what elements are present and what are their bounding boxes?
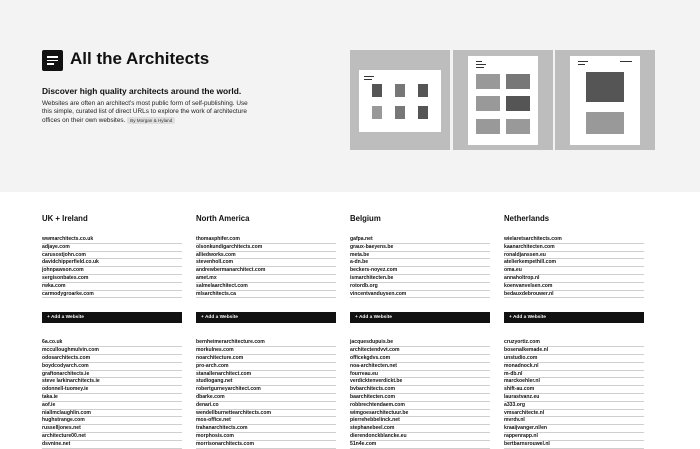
site-link[interactable]: wimgoesarchitectuur.be xyxy=(350,410,490,418)
site-link[interactable]: 51n4e.com xyxy=(350,441,490,449)
site-link[interactable]: officekgdvs.com xyxy=(350,355,490,363)
site-link[interactable]: morrisonarchitects.com xyxy=(196,441,336,449)
site-link[interactable]: monadnock.nl xyxy=(504,363,644,371)
site-link[interactable]: graux-baeyens.be xyxy=(350,244,490,252)
region-column-north-america xyxy=(196,213,336,449)
site-description xyxy=(42,100,257,125)
site-link[interactable]: a333.org xyxy=(504,402,644,410)
site-link[interactable]: robertgurneyarchitect.com xyxy=(196,386,336,394)
region-heading: North America xyxy=(196,214,250,223)
site-link[interactable]: mvrdv.nl xyxy=(504,417,644,425)
region-heading: Netherlands xyxy=(504,214,550,223)
preview-screenshot-1[interactable] xyxy=(350,50,450,150)
site-list xyxy=(42,339,182,448)
site-link[interactable]: morkulnes.com xyxy=(196,347,336,355)
site-link[interactable]: amet.mx xyxy=(196,275,336,283)
add-website-button[interactable]: + Add a Website xyxy=(196,312,336,323)
byline-badge[interactable]: By Morgan & Hyland xyxy=(127,117,175,124)
site-link[interactable]: jacquesdupuis.be xyxy=(350,339,490,347)
site-link[interactable]: denari.co xyxy=(196,402,336,410)
site-title[interactable]: All the Architects xyxy=(70,49,210,68)
site-link[interactable]: pierrehebbelinck.net xyxy=(350,417,490,425)
site-link[interactable]: vincentvanduysen.com xyxy=(350,291,490,299)
site-link[interactable]: ismarchitecten.be xyxy=(350,275,490,283)
site-link[interactable]: carmodygroarke.com xyxy=(42,291,182,299)
site-link[interactable]: studiogang.net xyxy=(196,378,336,386)
site-link[interactable]: pro-arch.com xyxy=(196,363,336,371)
site-link[interactable]: dbarke.com xyxy=(196,394,336,402)
preview-screenshot-2[interactable] xyxy=(453,50,553,150)
site-link[interactable]: thomasphifer.com xyxy=(196,236,336,244)
site-link[interactable]: gafpa.net xyxy=(350,236,490,244)
site-link[interactable]: vmsarchitecte.nl xyxy=(504,410,644,418)
site-link[interactable]: bedauxdebrouwer.nl xyxy=(504,291,644,299)
site-link[interactable]: hughstrange.com xyxy=(42,417,182,425)
site-link[interactable]: architectendvvt.com xyxy=(350,347,490,355)
site-link[interactable]: steve larkinarchitects.ie xyxy=(42,378,182,386)
site-link[interactable]: bertbarnsrouwel.nl xyxy=(504,441,644,449)
site-link[interactable]: verdicktenverdickt.be xyxy=(350,378,490,386)
description-text: Websites are often an architect's most public form of self-publishing. Use this simple, curated list of direct URLs to explore the work of architecture offices on their own websites. xyxy=(42,100,248,124)
featured-list xyxy=(42,236,182,298)
add-website-button[interactable]: + Add a Website xyxy=(504,312,644,323)
site-link[interactable]: bvbarchitects.com xyxy=(350,386,490,394)
site-link[interactable]: mos-office.net xyxy=(196,417,336,425)
site-link[interactable]: niallmclaughlin.com xyxy=(42,410,182,418)
site-link[interactable]: noarchitecture.com xyxy=(196,355,336,363)
site-link[interactable]: rappenrapp.nl xyxy=(504,433,644,441)
site-link[interactable]: olsonkundigarchitects.com xyxy=(196,244,336,252)
tagline: Discover high quality architects around the world. xyxy=(42,86,242,96)
site-link[interactable]: bosenalkemade.nl xyxy=(504,347,644,355)
site-link[interactable]: kraaijvanger.nl/en xyxy=(504,425,644,433)
site-link[interactable]: ronaldjanssen.eu xyxy=(504,252,644,260)
site-link[interactable]: koenvanvelsen.com xyxy=(504,283,644,291)
region-column-netherlands xyxy=(504,213,644,449)
site-link[interactable]: kaanarchitecten.com xyxy=(504,244,644,252)
site-list xyxy=(350,339,490,448)
site-link[interactable]: wendellburnettearchitects.com xyxy=(196,410,336,418)
site-link[interactable]: stevenholl.com xyxy=(196,259,336,267)
site-link[interactable]: odonnell-tuomey.ie xyxy=(42,386,182,394)
site-link[interactable]: 6a.co.uk xyxy=(42,339,182,347)
site-link[interactable]: rotordb.org xyxy=(350,283,490,291)
region-column-belgium xyxy=(350,213,490,449)
site-link[interactable]: andrewbermanarchitect.com xyxy=(196,267,336,275)
site-link[interactable]: shift-au.com xyxy=(504,386,644,394)
add-website-button[interactable]: + Add a Website xyxy=(42,312,182,323)
site-link[interactable]: annaholtrop.nl xyxy=(504,275,644,283)
site-list xyxy=(196,339,336,448)
site-link[interactable]: m-db.nl xyxy=(504,371,644,379)
hero-section xyxy=(0,0,700,192)
site-link[interactable]: unstudio.com xyxy=(504,355,644,363)
region-heading: Belgium xyxy=(350,214,381,223)
site-link[interactable]: laurastvanz.eu xyxy=(504,394,644,402)
site-link[interactable]: stephanebeel.com xyxy=(350,425,490,433)
site-link[interactable]: oma.eu xyxy=(504,267,644,275)
site-link[interactable]: russelljones.net xyxy=(42,425,182,433)
site-link[interactable]: carusostjohn.com xyxy=(42,252,182,260)
site-link[interactable]: morphosis.com xyxy=(196,433,336,441)
site-link[interactable]: beckers-noyez.com xyxy=(350,267,490,275)
site-link[interactable]: cruzyortiz.com xyxy=(504,339,644,347)
site-link[interactable]: boydcodyarch.com xyxy=(42,363,182,371)
website-page-preview xyxy=(570,56,640,145)
featured-list xyxy=(196,236,336,298)
site-link[interactable]: meta.be xyxy=(350,252,490,260)
site-link[interactable]: davidchipperfield.co.uk xyxy=(42,259,182,267)
featured-list xyxy=(504,236,644,298)
site-link[interactable]: marckoehler.nl xyxy=(504,378,644,386)
site-link[interactable]: odosarchitects.com xyxy=(42,355,182,363)
site-link[interactable]: noa-architecten.net xyxy=(350,363,490,371)
site-link[interactable]: dsvnine.net xyxy=(42,441,182,449)
website-page-preview xyxy=(468,56,538,145)
site-link[interactable]: mcculloughmulvin.com xyxy=(42,347,182,355)
site-link[interactable]: salmelaarchitect.com xyxy=(196,283,336,291)
logo-icon[interactable] xyxy=(42,50,63,71)
website-page-preview xyxy=(359,70,441,132)
region-column-uk-ireland xyxy=(42,213,182,449)
site-link[interactable]: a-dn.be xyxy=(350,259,490,267)
site-link[interactable]: mlsarchitects.ca xyxy=(196,291,336,299)
site-link[interactable]: johnpawson.com xyxy=(42,267,182,275)
site-link[interactable]: architecture00.net xyxy=(42,433,182,441)
site-link[interactable]: sergisonbates.com xyxy=(42,275,182,283)
site-link[interactable]: fourreau.eu xyxy=(350,371,490,379)
site-list xyxy=(504,339,644,448)
site-link[interactable]: stanallenarchitect.com xyxy=(196,371,336,379)
site-link[interactable]: bernheimerarchitecture.com xyxy=(196,339,336,347)
site-link[interactable]: taka.ie xyxy=(42,394,182,402)
region-heading: UK + Ireland xyxy=(42,214,88,223)
site-link[interactable]: baarchitecten.com xyxy=(350,394,490,402)
site-link[interactable]: dierendonckblancke.eu xyxy=(350,433,490,441)
site-link[interactable]: alliedworks.com xyxy=(196,252,336,260)
preview-screenshot-3[interactable] xyxy=(555,50,655,150)
site-link[interactable]: trahanarchitects.com xyxy=(196,425,336,433)
site-link[interactable]: wielaretsarchitects.com xyxy=(504,236,644,244)
site-link[interactable]: atelierkempethill.com xyxy=(504,259,644,267)
site-link[interactable]: rwka.com xyxy=(42,283,182,291)
site-link[interactable]: robbrechtendaem.com xyxy=(350,402,490,410)
site-link[interactable]: graftonarchitects.ie xyxy=(42,371,182,379)
add-website-button[interactable]: + Add a Website xyxy=(350,312,490,323)
site-link[interactable]: adjaye.com xyxy=(42,244,182,252)
site-link[interactable]: wwmarchitects.co.uk xyxy=(42,236,182,244)
site-link[interactable]: aof.ie xyxy=(42,402,182,410)
featured-list xyxy=(350,236,490,298)
